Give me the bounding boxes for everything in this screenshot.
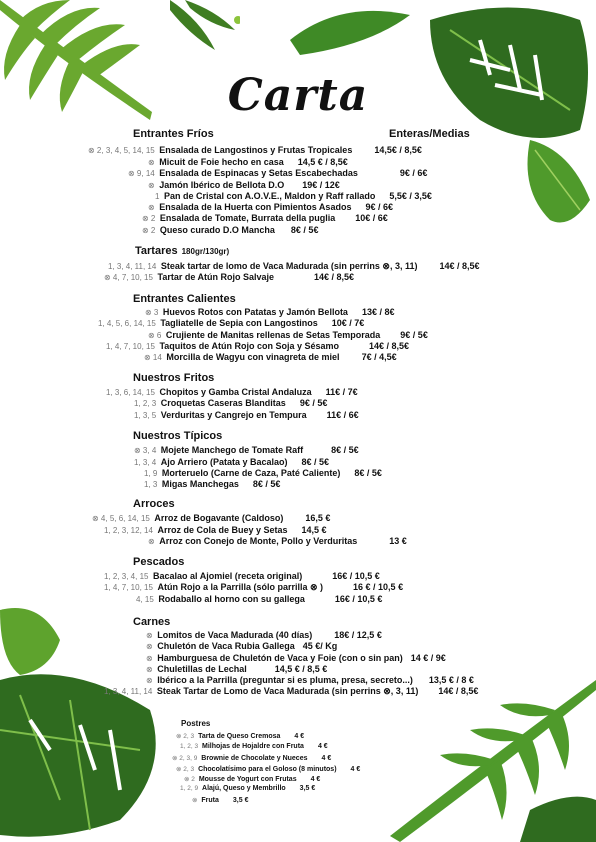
list-item: ⊗ 2 Mousse de Yogurt con Frutas 4 € (184, 776, 321, 783)
section-title-pescados: Pescados (133, 556, 185, 568)
list-item: ⊗ 6 Crujiente de Manitas rellenas de Setas Temporada 9€ / 5€ (148, 330, 428, 340)
list-item: ⊗ Lomitos de Vaca Madurada (40 días) 18€ / 12,5 € (146, 630, 382, 640)
section-title-tartares: Tartares 180gr/130gr) (135, 245, 230, 257)
list-item: 1, 2, 3, 12, 14 Arroz de Cola de Buey y Setas 14,5 € (104, 525, 327, 535)
list-item: 1 Pan de Cristal con A.O.V.E., Maldon y Raff rallado 5,5€ / 3,5€ (155, 191, 432, 201)
list-item: ⊗ 2 Queso curado D.O Mancha 8€ / 5€ (142, 225, 319, 235)
list-item: 1, 2, 9 Alajú, Queso y Membrillo 3,5 € (180, 785, 316, 792)
list-item: ⊗ 2, 3, 9 Brownie de Chocolate y Nueces 4 € (172, 755, 332, 762)
list-item: ⊗ Micuit de Foie hecho en casa 14,5 € / 8,5€ (148, 157, 348, 167)
list-item: 1, 3 Migas Manchegas 8€ / 5€ (144, 479, 281, 489)
section-title-postres: Postres (181, 719, 211, 728)
column-header-enteras-medias: Enteras/Medias (389, 128, 470, 140)
list-item: ⊗ 4, 7, 10, 15 Tartar de Atún Rojo Salvaje 14€ / 8,5€ (104, 272, 355, 282)
list-item: ⊗ Arroz con Conejo de Monte, Pollo y Verduritas 13 € (148, 536, 407, 546)
list-item: 1, 4, 7, 10, 15 Atún Rojo a la Parrilla (sólo parrilla ⊗ ) 16 € / 10,5 € (104, 582, 404, 592)
section-title-entrantes-calientes: Entrantes Calientes (133, 293, 236, 305)
list-item: ⊗ 9, 14 Ensalada de Espinacas y Setas Escabechadas 9€ / 6€ (128, 168, 428, 178)
section-title-arroces: Arroces (133, 498, 175, 510)
menu-title: Carta (227, 70, 369, 121)
list-item: ⊗ Jamón Ibérico de Bellota D.O 19€ / 12€ (148, 180, 340, 190)
list-item: ⊗ 4, 5, 6, 14, 15 Arroz de Bogavante (Caldoso) 16,5 € (92, 513, 331, 523)
list-item: 1, 3, 5 Verduritas y Cangrejo en Tempura 11€ / 6€ (134, 410, 359, 420)
list-item: ⊗ 3, 4 Mojete Manchego de Tomate Raff 8€ / 5€ (134, 445, 359, 455)
list-item: ⊗ Ibérico a la Parrilla (preguntar si es pluma, presa, secreto...) 13,5 € / 8 € (146, 675, 474, 685)
list-item: ⊗ Fruta 3,5 € (192, 797, 249, 804)
list-item: ⊗ Ensalada de la Huerta con Pimientos Asados 9€ / 6€ (148, 202, 393, 212)
list-item: ⊗ 2, 3 Chocolatísimo para el Goloso (8 minutos) 4 € (176, 766, 361, 773)
section-title-entrantes-frios: Entrantes Fríos (133, 128, 214, 140)
list-item: 1, 3, 6, 14, 15 Chopitos y Gamba Cristal Andaluza 11€ / 7€ (106, 387, 358, 397)
palm-leaves-bottom-right-icon (360, 680, 596, 842)
list-item: ⊗ Hamburguesa de Chuletón de Vaca y Foie (con o sin pan) 14 € / 9€ (146, 653, 446, 663)
list-item: ⊗ 2, 3, 4, 5, 14, 15 Ensalada de Langostinos y Frutas Tropicales 14,5€ / 8,5€ (88, 145, 422, 155)
list-item: 1, 2, 3, 4, 15 Bacalao al Ajomiel (receta original) 16€ / 10,5 € (104, 571, 380, 581)
list-item: 1, 3, 4, 11, 14 Steak Tartar de Lomo de Vaca Madurada (sin perrins ⊗, 3, 11) 14€ / 8,5€ (104, 686, 479, 696)
list-item: ⊗ 2, 3 Tarta de Queso Cremosa 4 € (176, 733, 305, 740)
list-item: ⊗ Chuletillas de Lechal 14,5 € / 8,5 € (146, 664, 328, 674)
list-item: 1, 2, 3 Milhojas de Hojaldre con Fruta 4 € (180, 743, 328, 750)
section-title-carnes: Carnes (133, 616, 171, 628)
list-item: 4, 15 Rodaballo al horno con su gallega 16€ / 10,5 € (136, 594, 383, 604)
section-title-nuestros-fritos: Nuestros Fritos (133, 372, 215, 384)
list-item: 1, 4, 5, 6, 14, 15 Tagliatelle de Sepia con Langostinos 10€ / 7€ (98, 318, 365, 328)
list-item: 1, 9 Morteruelo (Carne de Caza, Paté Caliente) 8€ / 5€ (144, 468, 382, 478)
list-item: ⊗ 2 Ensalada de Tomate, Burrata della puglia 10€ / 6€ (142, 213, 388, 223)
list-item: ⊗ 3 Huevos Rotos con Patatas y Jamón Bellota 13€ / 8€ (145, 307, 395, 317)
list-item: 1, 4, 7, 10, 15 Taquitos de Atún Rojo con Soja y Sésamo 14€ / 8,5€ (106, 341, 410, 351)
list-item: ⊗ Chuletón de Vaca Rubia Gallega 45 €/ Kg (146, 641, 338, 651)
section-title-nuestros-tipicos: Nuestros Típicos (133, 430, 223, 442)
list-item: 1, 2, 3 Croquetas Caseras Blanditas 9€ / 5€ (134, 398, 328, 408)
list-item: ⊗ 14 Morcilla de Wagyu con vinagreta de miel 7€ / 4,5€ (144, 352, 397, 362)
list-item: 1, 3, 4, 11, 14 Steak tartar de lomo de Vaca Madurada (sin perrins ⊗, 3, 11) 14€ / 8,5€ (108, 261, 480, 271)
list-item: 1, 3, 4 Ajo Arriero (Patata y Bacalao) 8€ / 5€ (134, 457, 330, 467)
